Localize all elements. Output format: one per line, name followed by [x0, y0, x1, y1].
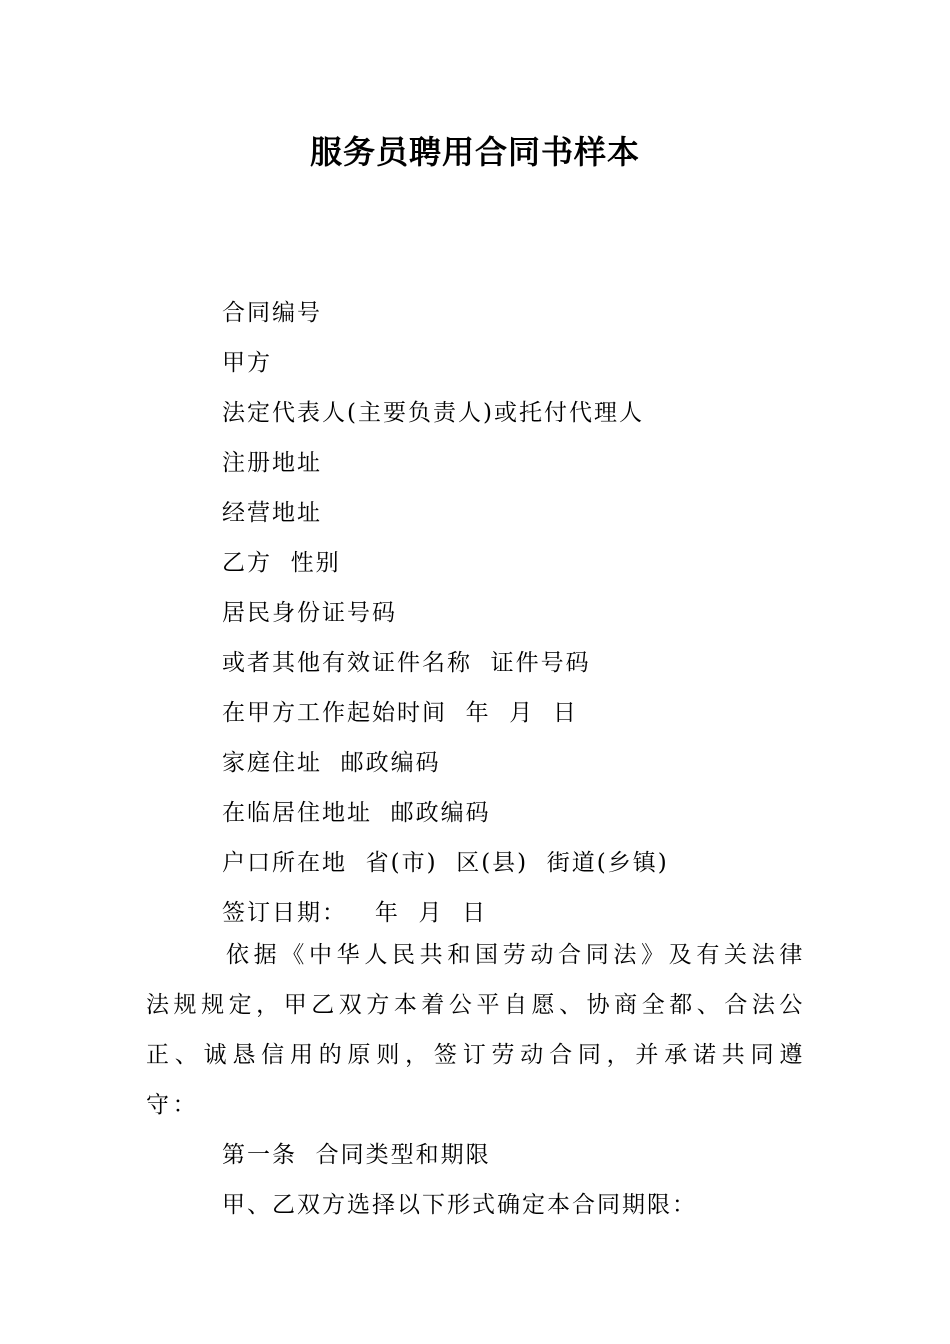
field-home-address: 家庭住址 邮政编码 [222, 750, 441, 776]
field-registered-address: 注册地址 [222, 450, 322, 476]
contract-fields [222, 288, 822, 938]
document-title: 服务员聘用合同书样本 [309, 133, 640, 171]
field-legal-representative: 法定代表人(主要负责人)或托付代理人 [222, 400, 644, 426]
field-business-address: 经营地址 [222, 500, 322, 526]
field-other-certificate: 或者其他有效证件名称 证件号码 [222, 650, 591, 676]
article-1-heading: 第一条 合同类型和期限 [222, 1142, 491, 1168]
preamble-paragraph: 依据《中华人民共和国劳动合同法》及有关法律法规规定，甲乙双方本着公平自愿、协商全都、合法公正、诚恳信用的原则，签订劳动合同，并承诺共同遵守： [146, 942, 806, 1118]
contract-body [146, 930, 806, 1230]
field-start-date: 在甲方工作起始时间 年 月 日 [222, 700, 578, 726]
field-household-registration: 户口所在地 省(市) 区(县) 街道(乡镇) [222, 850, 669, 876]
field-party-a: 甲方 [222, 350, 272, 376]
field-id-number: 居民身份证号码 [222, 600, 397, 626]
article-1-text: 甲、乙双方选择以下形式确定本合同期限： [222, 1192, 697, 1218]
field-temporary-address: 在临居住地址 邮政编码 [222, 800, 491, 826]
field-signing-date: 签订日期： 年 月 日 [222, 900, 488, 926]
field-party-b-gender: 乙方 性别 [222, 550, 341, 576]
field-contract-number: 合同编号 [222, 300, 322, 326]
